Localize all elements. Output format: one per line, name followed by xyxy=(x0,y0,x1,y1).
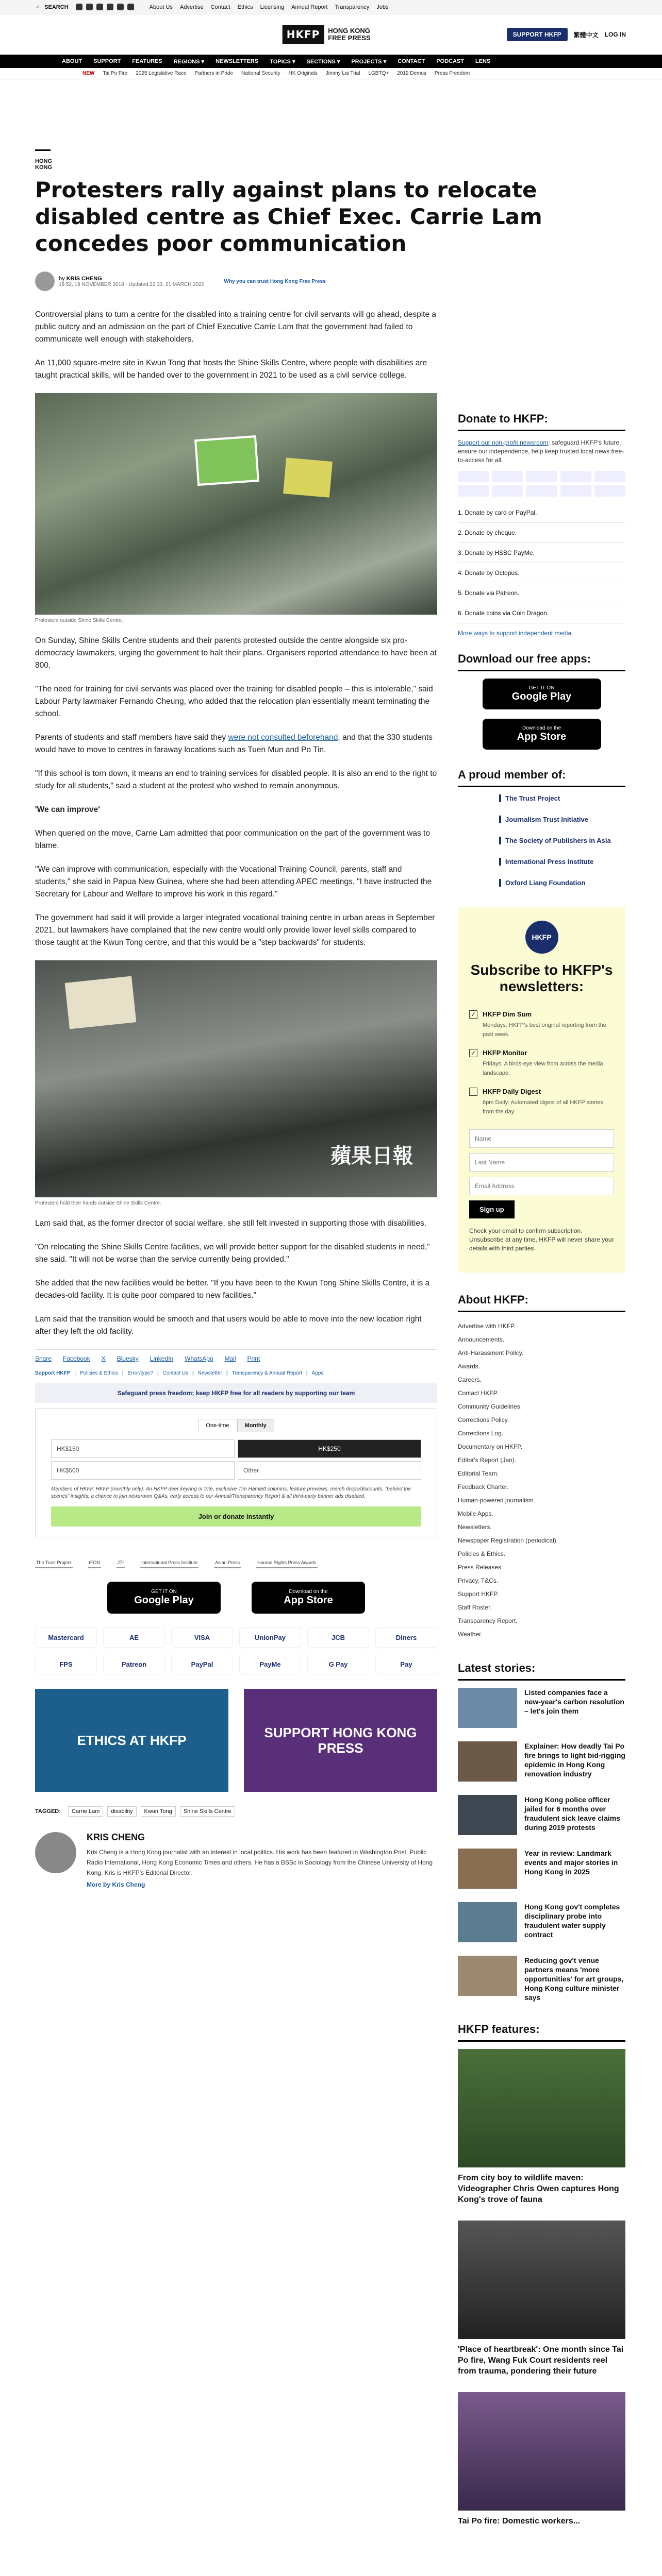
payment-logo xyxy=(458,485,489,497)
payment-logo[interactable]: Mastercard xyxy=(35,1627,97,1648)
signup-button[interactable]: Sign up xyxy=(469,1200,515,1218)
author-avatar xyxy=(35,272,55,291)
tag[interactable]: Kwun Tong xyxy=(141,1806,176,1817)
feature-title: Tai Po fire: Domestic workers... xyxy=(458,2517,581,2526)
support-button[interactable]: SUPPORT HKFP xyxy=(507,28,568,41)
utility-link[interactable]: Transparency xyxy=(335,4,370,10)
social-icons xyxy=(76,4,134,10)
trust-link[interactable]: Why you can trust Hong Kong Free Press xyxy=(224,278,326,284)
membership-logo[interactable]: The Society of Publishers in Asia xyxy=(499,837,625,844)
donation-method[interactable]: 5. Donate via Patreon. xyxy=(458,583,625,603)
payment-logo[interactable]: JCB xyxy=(307,1627,369,1648)
payment-logo xyxy=(492,485,523,497)
utility-bar xyxy=(0,0,662,14)
feature-item[interactable] xyxy=(458,2392,625,2527)
login-link[interactable]: LOG IN xyxy=(604,31,626,38)
site-header xyxy=(0,14,662,55)
membership-logo[interactable]: The Trust Project xyxy=(499,794,625,802)
paragraph: "If this school is torn down, it means an end to training services for disabled people. It is also an end to the right to study for all students," said a student at the protest who wished to remain anonymous. xyxy=(35,769,437,790)
story-thumbnail xyxy=(458,1902,517,1942)
story-thumbnail xyxy=(458,1741,517,1782)
story-thumbnail xyxy=(458,1849,517,1889)
sidebar-payment-logos xyxy=(458,471,625,497)
feature-image xyxy=(458,2049,625,2167)
feature-image xyxy=(458,2392,625,2511)
story-item[interactable] xyxy=(458,1688,625,1728)
author-name[interactable]: KRIS CHENG xyxy=(66,275,102,282)
amount-options xyxy=(51,1439,421,1480)
about-link[interactable]: Newsletters. xyxy=(458,1523,492,1531)
newsletter-desc: Mondays: HKFP's best original reporting from the past week. xyxy=(483,1022,606,1038)
watermark: 蘋果日報 xyxy=(330,1144,413,1168)
share-bluesky[interactable]: Bluesky xyxy=(117,1355,139,1362)
donation-method[interactable]: 3. Donate by HSBC PayMe. xyxy=(458,543,625,563)
amount-option[interactable]: HK$250 xyxy=(238,1439,421,1458)
about-link[interactable]: Transparency Report. xyxy=(458,1617,518,1624)
about-link[interactable]: Documentary on HKFP. xyxy=(458,1443,523,1450)
email-field[interactable]: Email Address xyxy=(469,1177,614,1195)
about-link[interactable]: Privacy, T&Cs. xyxy=(458,1577,499,1584)
donate-text-body: : safeguard HKFP's future, ensure our independence, help keep trusted local news free-to-access for all. xyxy=(458,439,624,464)
threads-icon[interactable] xyxy=(107,4,113,10)
story-title: Listed companies face a new-year's carbon resolution – let's join them xyxy=(524,1688,624,1715)
about-link[interactable]: Community Guidelines. xyxy=(458,1403,522,1410)
story-thumbnail xyxy=(458,1956,517,1996)
trending-link[interactable]: Tai Po Fire xyxy=(103,71,128,76)
nav-item[interactable]: FEATURES xyxy=(132,58,162,64)
amount-option[interactable]: Other xyxy=(238,1461,421,1480)
latest-heading: Latest stories: xyxy=(458,1662,625,1681)
paragraph: "We can improve with communication, especially with the Vocational Training Council, parents, staff and students," she said in Papua New Guinea, where she had been attending APEC meetings. "I have instructed the Secretary for Labour and Welfare to improve his work in this regard." xyxy=(35,865,432,899)
story-item[interactable] xyxy=(458,1902,625,1942)
linkedin-icon[interactable] xyxy=(127,4,134,10)
payment-logo xyxy=(458,471,489,482)
nav-item[interactable]: LENS xyxy=(475,58,491,64)
policy-link[interactable]: Newsletter xyxy=(197,1370,222,1376)
subscribe-heading: Subscribe to HKFP's newsletters: xyxy=(470,962,613,994)
paragraph-text: , and that the 330 students would have to move to centres in faraway locations such as Tuen Mun and Po Tin. xyxy=(35,733,433,754)
trending-link[interactable]: HK Originals xyxy=(288,71,318,76)
store-top: GET IT ON xyxy=(151,1589,177,1595)
payment-logo[interactable]: Diners xyxy=(375,1627,437,1648)
paragraph xyxy=(35,732,437,756)
protest-photo xyxy=(35,393,437,615)
app-buttons xyxy=(35,1582,437,1614)
policy-link[interactable]: Error/typo? xyxy=(127,1370,153,1376)
nav-item[interactable]: TOPICS ▾ xyxy=(270,58,295,65)
donation-method[interactable]: 2. Donate by cheque. xyxy=(458,523,625,543)
partner-logo[interactable]: Human Rights Press Awards xyxy=(256,1558,317,1568)
nav-item[interactable]: SUPPORT xyxy=(93,58,121,64)
payment-logo xyxy=(560,471,591,482)
members-perks: Members of HKFP. HKFP (monthly only): An HKFP deer keyring or tote, exclusive Tim Hamlett columns, feature previews, merch drops/discounts, "behind the scenes" insights; a chance to join newsroom Q&As, early access to our Annual/Transparency Report & all third-party banner ads disabled. xyxy=(51,1486,411,1499)
paragraph: When queried on the move, Carrie Lam admitted that poor communication on the part of the government was to blame. xyxy=(35,829,430,850)
amount-option[interactable]: HK$500 xyxy=(51,1461,235,1480)
story-title: Explainer: How deadly Tai Po fire brings to light bid-rigging epidemic in Hong Kong renovation industry xyxy=(524,1742,625,1778)
story-item[interactable] xyxy=(458,1795,625,1835)
photo-caption: Protesters outside Shine Skills Centre. xyxy=(35,618,123,623)
membership-logos xyxy=(458,794,625,887)
facebook-icon[interactable] xyxy=(76,4,82,10)
amount-option[interactable]: HK$150 xyxy=(51,1439,235,1458)
about-link[interactable]: Contact HKFP. xyxy=(458,1389,499,1397)
payment-logo[interactable]: G Pay xyxy=(307,1654,369,1674)
member-heading: A proud member of: xyxy=(458,768,625,787)
freq-onetime[interactable]: One-time xyxy=(198,1419,237,1432)
signup-note: Check your email to confirm subscription. Unsubscribe at any time. HKFP will never share your details with third parties. xyxy=(469,1227,614,1252)
utility-links xyxy=(150,4,389,10)
apps-heading: Download our free apps: xyxy=(458,652,625,671)
policy-link[interactable]: Transparency & Annual Report xyxy=(231,1370,302,1376)
payment-logo xyxy=(594,485,625,497)
about-link[interactable]: Mobile Apps. xyxy=(458,1510,493,1517)
story-thumbnail xyxy=(458,1688,517,1728)
protest-banner xyxy=(283,457,333,498)
protest-photo-2 xyxy=(35,960,437,1197)
share-print[interactable]: Print xyxy=(247,1355,260,1362)
trending-link[interactable]: LGBTQ+ xyxy=(368,71,389,76)
newsletter-name: HKFP Daily Digest xyxy=(483,1088,541,1095)
checkbox[interactable]: ✓ xyxy=(469,1010,477,1019)
instagram-icon[interactable] xyxy=(96,4,103,10)
donate-heading: Donate to HKFP: xyxy=(458,412,625,431)
paragraph: "On relocating the Shine Skills Centre facilities, we will provide better support for the disabled students in need," she said. "It will not be worse than the service currently being provided." xyxy=(35,1243,430,1264)
about-link[interactable]: Newspaper Registration (periodical). xyxy=(458,1537,558,1544)
policy-link[interactable]: Support HKFP xyxy=(35,1370,71,1376)
share-bar xyxy=(35,1349,437,1362)
store-name: App Store xyxy=(517,731,567,742)
sidebar-app-buttons xyxy=(458,679,625,750)
tag[interactable]: Carrie Lam xyxy=(68,1806,103,1817)
trending-link[interactable]: 2025 Legislative Race xyxy=(136,71,187,76)
about-link[interactable]: Staff Roster. xyxy=(458,1604,492,1611)
more-ways-link[interactable]: More ways to support independent media. xyxy=(458,630,573,637)
feature-title: From city boy to wildlife maven: Videographer Chris Owen captures Hong Kong's trove of fauna xyxy=(458,2174,619,2204)
payment-logo xyxy=(560,485,591,497)
newsletter-option[interactable] xyxy=(469,1082,614,1121)
paragraph: She added that the new facilities would be better. "If you have been to the Kwun Tong Shine Skills Centre, it is a decades-old facility. It is quite poor compared to new facilities." xyxy=(35,1279,430,1300)
logo-mark: HKFP xyxy=(283,25,324,44)
partner-logo[interactable]: The Trust Project xyxy=(35,1558,73,1568)
nav-item[interactable]: PROJECTS ▾ xyxy=(351,58,387,65)
about-link[interactable]: Corrections Log. xyxy=(458,1430,504,1437)
story-title: Hong Kong police officer jailed for 6 months over fraudulent sick leave claims during 2019 protests xyxy=(524,1795,620,1832)
nav-item[interactable]: NEWSLETTERS xyxy=(216,58,259,64)
article-title: Protesters rally against plans to relocate disabled centre as Chief Exec. Carrie Lam concedes poor communication xyxy=(35,177,542,256)
app-store-button[interactable] xyxy=(483,719,601,750)
x-icon[interactable] xyxy=(86,4,93,10)
utility-link[interactable]: About Us xyxy=(149,4,173,10)
trending-link[interactable]: Press Freedom xyxy=(434,71,470,76)
article-category[interactable]: HONG KONG xyxy=(35,149,51,171)
freq-monthly[interactable]: Monthly xyxy=(237,1419,274,1432)
donation-method[interactable]: 1. Donate by card or PayPal. xyxy=(458,503,625,523)
store-name: Google Play xyxy=(511,691,572,702)
policy-link[interactable]: Contact Us xyxy=(162,1370,189,1376)
features-heading: HKFP features: xyxy=(458,2023,625,2042)
about-link[interactable]: Anti-Harassment Policy. xyxy=(458,1349,524,1357)
membership-logo[interactable]: Journalism Trust Initiative xyxy=(499,816,625,823)
author-photo xyxy=(35,1832,76,1873)
about-link[interactable]: Careers. xyxy=(458,1376,482,1383)
nav-item[interactable]: ABOUT xyxy=(62,58,82,64)
policy-link[interactable]: Apps xyxy=(311,1370,324,1376)
about-link[interactable]: Support HKFP. xyxy=(458,1590,499,1598)
share-whatsapp[interactable]: WhatsApp xyxy=(185,1355,213,1362)
paragraph: On Sunday, Shine Skills Centre students and their parents protested outside the centre alongside six pro-democracy lawmakers, urging the government to halt their plans. Organisers reported attendance to have been at 800. xyxy=(35,636,437,670)
partner-logo[interactable]: Asian Press xyxy=(214,1558,241,1568)
story-title: Year in review: Landmark events and major stories in Hong Kong in 2025 xyxy=(524,1849,618,1876)
article-date: 18:52, 19 NOVEMBER 2018 · Updated 22:33, 21 MARCH 2020 xyxy=(59,281,205,287)
hkfp-logo: HKFP xyxy=(525,921,558,954)
trending-link[interactable]: National Security xyxy=(241,71,280,76)
new-badge: NEW xyxy=(82,71,95,76)
payment-logo[interactable]: PayPal xyxy=(171,1654,233,1674)
membership-logo[interactable]: International Press Institute xyxy=(499,858,625,866)
newsletter-option[interactable] xyxy=(469,1005,614,1044)
language-link[interactable]: 繁體中文 xyxy=(573,31,599,39)
policy-links: Support HKFP | Policies & Ethics | Error/typo? | Contact Us | Newsletter | Transparency & Annual Report | Apps xyxy=(35,1370,324,1376)
share-link[interactable]: Share xyxy=(35,1355,52,1362)
frequency-toggle xyxy=(51,1419,421,1432)
sidebar xyxy=(458,412,625,2542)
last-name-field[interactable]: Last Name xyxy=(469,1153,614,1172)
utility-link[interactable]: Licensing xyxy=(260,4,285,10)
story-title: Reducing gov't venue partners means 'more opportunities' for art groups, Hong Kong culture minister says xyxy=(524,1956,624,2002)
nav-item[interactable]: PODCAST xyxy=(436,58,464,64)
paragraph-text: Parents of students and staff members have said they xyxy=(35,733,228,742)
photo-caption: Protesters hold their hands outside Shine Skills Centre. xyxy=(35,1200,161,1206)
utility-link[interactable]: Advertise xyxy=(179,4,204,10)
tag-list xyxy=(35,1806,437,1817)
tag[interactable]: Shine Skills Centre xyxy=(180,1806,235,1817)
trending-link[interactable]: Jimmy Lai Trial xyxy=(325,71,360,76)
share-x[interactable]: X xyxy=(101,1355,106,1362)
feature-item[interactable] xyxy=(458,2221,625,2377)
promo-banners xyxy=(35,1689,437,1792)
nav-item[interactable]: CONTACT xyxy=(398,58,425,64)
about-link[interactable]: Human-powered journalism. xyxy=(458,1497,536,1504)
protest-sign xyxy=(65,976,137,1029)
payment-logo xyxy=(594,471,625,482)
story-item[interactable] xyxy=(458,1741,625,1782)
about-link[interactable]: Weather. xyxy=(458,1631,483,1638)
tags-label: TAGGED: xyxy=(35,1808,61,1815)
payment-logo xyxy=(492,471,523,482)
donate-text xyxy=(458,438,625,465)
donation-widget xyxy=(35,1408,437,1537)
newsletter-name: HKFP Monitor xyxy=(483,1049,527,1057)
payment-logo[interactable]: Pay xyxy=(375,1654,437,1674)
store-top: GET IT ON xyxy=(528,685,555,691)
google-play-button[interactable] xyxy=(483,679,601,709)
payment-logo xyxy=(526,471,557,482)
author-box-name[interactable]: KRIS CHENG xyxy=(87,1832,145,1842)
about-link[interactable]: Corrections Policy. xyxy=(458,1416,509,1423)
search-link[interactable]: SEARCH xyxy=(44,4,69,10)
store-name: Google Play xyxy=(134,1595,194,1606)
about-links xyxy=(458,1319,625,1641)
utility-link[interactable]: Annual Report xyxy=(291,4,328,10)
paragraph: Controversial plans to turn a centre for the disabled into a training centre for civil servants will go ahead, despite a public outcry and an admission on the part of Chief Executive Carrie Lam that the government had failed to communicate well enough with stakeholders. xyxy=(35,310,437,344)
partner-logo[interactable]: International Press Institute xyxy=(140,1558,198,1568)
app-store-button[interactable] xyxy=(252,1582,365,1614)
byline-by: by xyxy=(59,275,65,282)
author-box xyxy=(35,1832,437,1889)
newsletter-option[interactable] xyxy=(469,1044,614,1082)
paragraph: Lam said that, as the former director of social welfare, she still felt invested in supporting those with disabilities. xyxy=(35,1219,427,1228)
about-link[interactable]: Announcements. xyxy=(458,1336,505,1343)
search-icon[interactable]: ⌕ xyxy=(36,4,40,10)
nav-item[interactable]: REGIONS ▾ xyxy=(173,58,205,65)
paragraph: An 11,000 square-metre site in Kwun Tong that hosts the Shine Skills Centre, where people with disabilities are taught practical skills, will be handed over to the government in 2021 to be used as a civil service college. xyxy=(35,359,427,380)
about-link[interactable]: Awards. xyxy=(458,1363,481,1370)
donate-link[interactable]: Support our non-profit newsroom xyxy=(458,439,549,446)
checkbox[interactable] xyxy=(469,1088,477,1096)
newsletter-desc: 6pm Daily: Automated digest of all HKFP stories from the day. xyxy=(483,1099,603,1115)
feature-item[interactable] xyxy=(458,2049,625,2205)
ethics-banner[interactable]: ETHICS AT HKFP xyxy=(35,1689,228,1792)
payment-logos xyxy=(35,1627,437,1674)
utility-link[interactable]: Ethics xyxy=(237,4,253,10)
donation-method[interactable]: 4. Donate by Octopus. xyxy=(458,563,625,583)
paragraph: "The need for training for civil servants was placed over the training for disabled people – this is intolerable," said Labour Party lawmaker Fernando Cheung, who added that the relocation plan essentially meant terminating the school. xyxy=(35,685,433,718)
about-link[interactable]: Feedback Charter. xyxy=(458,1483,509,1490)
name-field[interactable]: Name xyxy=(469,1129,614,1148)
about-link[interactable]: Press Releases. xyxy=(458,1564,503,1571)
payment-logo[interactable]: Patreon xyxy=(103,1654,165,1674)
donation-method[interactable]: 6. Donate coins via Coin Dragon. xyxy=(458,603,625,623)
share-facebook[interactable]: Facebook xyxy=(63,1355,90,1362)
logo-text: HONG KONG FREE PRESS xyxy=(328,27,371,42)
payment-logo xyxy=(526,485,557,497)
partner-logo[interactable]: JTI xyxy=(117,1558,125,1568)
safeguard-banner[interactable]: Safeguard press freedom; keep HKFP free for all readers by supporting our team xyxy=(35,1383,437,1403)
subheading: 'We can improve' xyxy=(35,805,100,814)
trending-nav xyxy=(0,68,662,79)
latest-stories xyxy=(458,1688,625,2002)
checkbox[interactable]: ✓ xyxy=(469,1049,477,1057)
partner-logos xyxy=(35,1558,437,1568)
about-link[interactable]: Advertise with HKFP. xyxy=(458,1323,516,1330)
store-top: Download on the xyxy=(522,725,561,731)
payment-logo[interactable]: UnionPay xyxy=(239,1627,301,1648)
membership-logo[interactable]: Oxford Liang Foundation xyxy=(499,879,625,887)
store-top: Download on the xyxy=(289,1589,328,1595)
share-linkedin[interactable]: LinkedIn xyxy=(150,1355,174,1362)
google-play-button[interactable] xyxy=(107,1582,221,1614)
donation-methods xyxy=(458,503,625,623)
consulted-link[interactable]: were not consulted beforehand xyxy=(228,733,338,742)
policy-link[interactable]: Policies & Ethics xyxy=(79,1370,118,1376)
story-title: Hong Kong gov't completes disciplinary probe into fraudulent water supply contract xyxy=(524,1903,620,1939)
utility-link[interactable]: Jobs xyxy=(376,4,389,10)
payment-logo[interactable]: FPS xyxy=(35,1654,97,1674)
store-name: App Store xyxy=(284,1595,333,1606)
story-item[interactable] xyxy=(458,1849,625,1889)
youtube-icon[interactable] xyxy=(117,4,124,10)
byline xyxy=(35,272,437,291)
story-item[interactable] xyxy=(458,1956,625,2002)
about-heading: About HKFP: xyxy=(458,1293,625,1312)
trending-link[interactable]: Partners in Pride xyxy=(194,71,234,76)
about-link[interactable]: Editor's Report (Jan). xyxy=(458,1456,516,1464)
site-logo[interactable] xyxy=(283,25,380,44)
payment-logo[interactable]: VISA xyxy=(171,1627,233,1648)
story-thumbnail xyxy=(458,1795,517,1835)
share-mail[interactable]: Mail xyxy=(224,1355,236,1362)
newsletter-name: HKFP Dim Sum xyxy=(483,1010,532,1018)
paragraph: The government had said it will provide a larger integrated vocational training centre in urban areas in September 2021, but lawmakers have complained that the new centre would only provide lower level skills compared to those taught at the Kwun Tong centre, and that this would be a "step backwards" for students. xyxy=(35,913,435,947)
newsletter-signup xyxy=(458,907,625,1273)
author-bio: Kris Cheng is a Hong Kong journalist with an interest in local politics. His work has been featured in Washington Post, Public Radio International, Hong Kong Economic Times and others. He has a BSSc in Sociology from the Chinese University of Hong Kong. Kris is HKFP's Editorial Director. xyxy=(87,1849,433,1876)
tag[interactable]: disability xyxy=(107,1806,136,1817)
payment-logo[interactable]: AE xyxy=(103,1627,165,1648)
partner-logo[interactable]: IFCN xyxy=(88,1558,101,1568)
paragraph: Lam said that the transition would be smooth and that users would be able to move into the new location right after they left the old facility. xyxy=(35,1315,422,1336)
nav-item[interactable]: SECTIONS ▾ xyxy=(306,58,340,65)
support-banner[interactable]: SUPPORT HONG KONG PRESS xyxy=(244,1689,437,1792)
utility-link[interactable]: Contact xyxy=(210,4,230,10)
feature-image xyxy=(458,2221,625,2339)
feature-title: 'Place of heartbreak': One month since Tai Po fire, Wang Fuk Court residents reel from trauma, pondering their future xyxy=(458,2345,624,2376)
more-by-author-link[interactable]: More by Kris Cheng xyxy=(87,1881,145,1888)
payment-logo[interactable]: PayMe xyxy=(239,1654,301,1674)
join-button[interactable]: Join or donate instantly xyxy=(51,1506,421,1527)
about-link[interactable]: Editorial Team. xyxy=(458,1470,499,1477)
newsletter-desc: Fridays: A birds-eye view from across the media landscape. xyxy=(483,1061,603,1076)
protest-banner xyxy=(194,435,259,486)
trending-link[interactable]: 2019 Demos xyxy=(397,71,426,76)
main-nav xyxy=(0,55,662,68)
about-link[interactable]: Policies & Ethics. xyxy=(458,1550,506,1557)
